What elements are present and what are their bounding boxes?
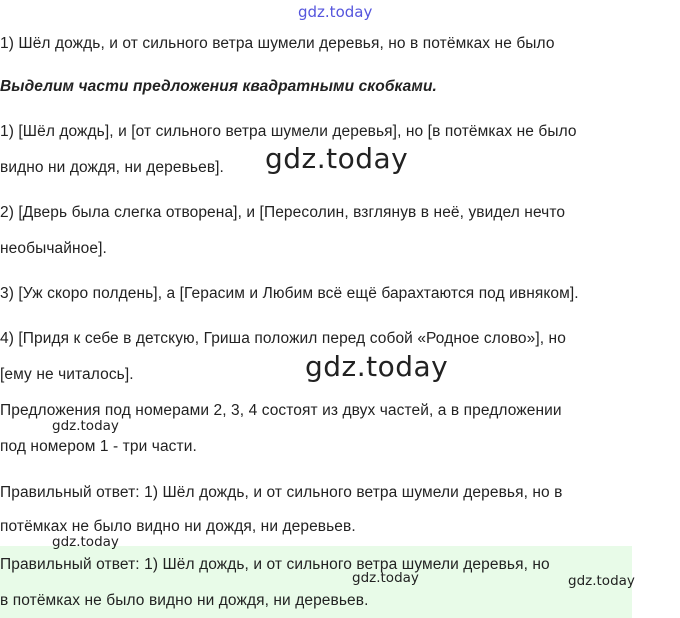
watermark-small-4: gdz.today — [568, 573, 635, 589]
conclusion-line-2: под номером 1 - три части. — [0, 438, 197, 455]
watermark-large-2: gdz.today — [305, 350, 449, 383]
answer-highlighted-line-1: Правильный ответ: 1) Шёл дождь, и от сильного ветра шумели деревья, но — [0, 556, 550, 573]
conclusion-line-1: Предложения под номерами 2, 3, 4 состоят из двух частей, а в предложении — [0, 402, 562, 419]
sentence-1-line-2 — [0, 158, 224, 178]
watermark-large-1: gdz.today — [265, 142, 409, 175]
answer-line-1: Правильный ответ: 1) Шёл дождь, и от сильного ветра шумели деревья, но в — [0, 484, 563, 501]
sentence-1-line-1: 1) [Шёл дождь], и [от сильного ветра шумели деревья], но [в потёмках не было — [0, 123, 577, 140]
watermark-small-3: gdz.today — [352, 570, 419, 586]
watermark-small-2: gdz.today — [52, 534, 119, 550]
instruction-text: Выделим части предложения квадратными скобками. — [0, 78, 437, 95]
watermark-top: gdz.today — [298, 3, 373, 21]
sentence-2-line-2: необычайное]. — [0, 240, 107, 257]
sentence-2-line-1: 2) [Дверь была слегка отворена], и [Пересолин, взглянув в неё, увидел нечто — [0, 204, 566, 221]
answer-highlighted-line-2: в потёмках не было видно ни дождя, ни деревьев. — [0, 592, 369, 609]
sentence-3-line-1: 3) [Уж скоро полдень], а [Герасим и Любим всё ещё барахтаются под ивняком]. — [0, 285, 579, 302]
sentence-1-line-2-text: видно ни дождя, ни деревьев]. — [0, 159, 224, 176]
sentence-4-line-1: 4) [Придя к себе в детскую, Гриша положил перед собой «Родное слово»], но — [0, 330, 566, 347]
watermark-small-1: gdz.today — [52, 418, 119, 434]
sentence-4-line-2: [ему не читалось]. — [0, 366, 134, 383]
answer-line-2: потёмках не было видно ни дождя, ни деревьев. — [0, 518, 356, 535]
task-sentence: 1) Шёл дождь, и от сильного ветра шумели деревья, но в потёмках не было — [0, 35, 555, 52]
